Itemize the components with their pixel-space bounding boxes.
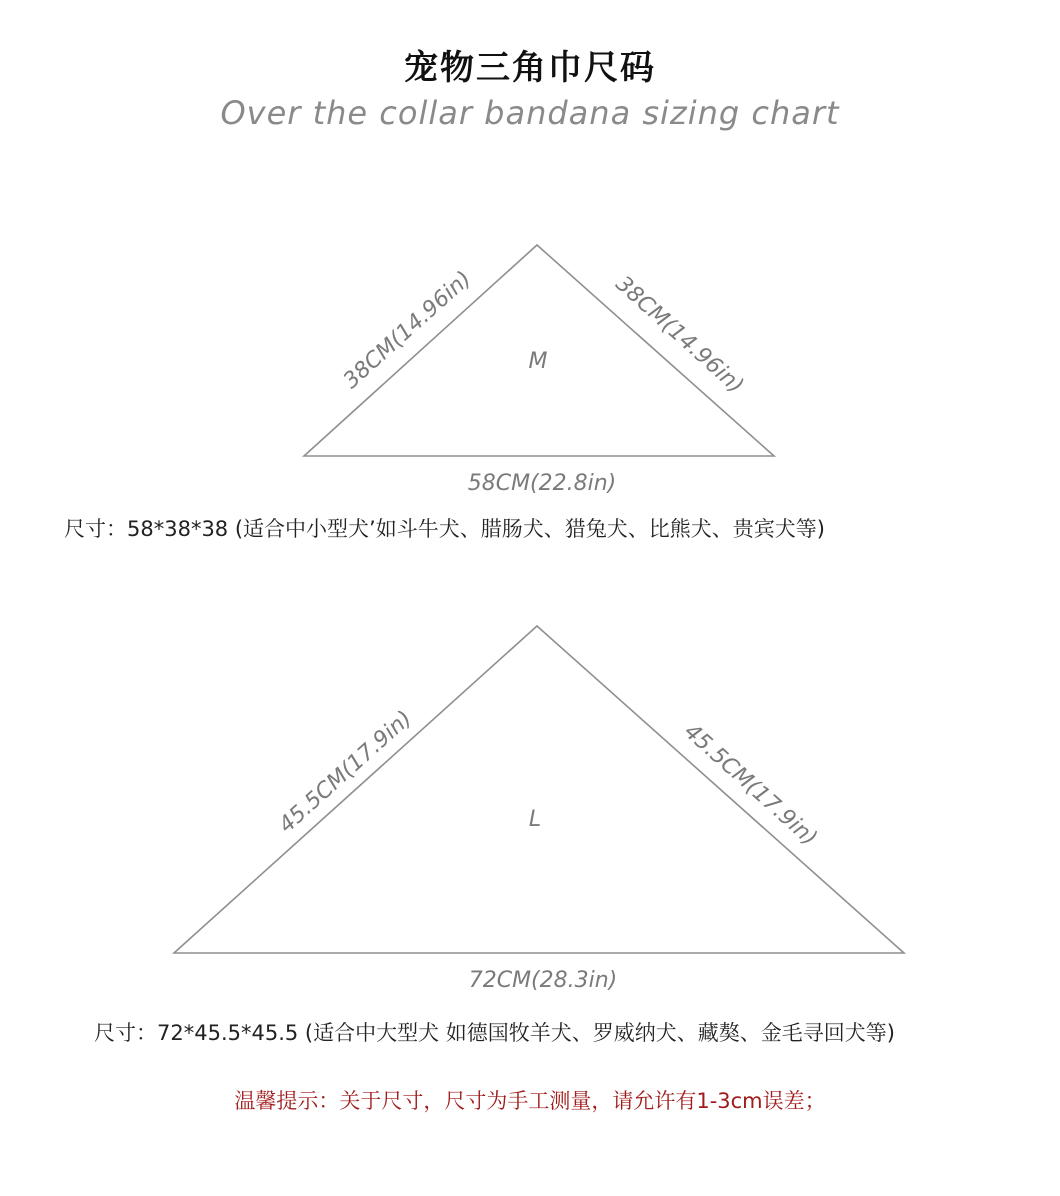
triangle-m-left-label: 38CM(14.96in) [338,266,477,394]
tolerance-note: 温馨提示：关于尺寸，尺寸为手工测量，请允许有1-3cm误差； [234,1089,826,1113]
triangle-l-outline [174,626,904,953]
page-subtitle: Over the collar bandana sizing chart [220,94,840,132]
size-m-description: 尺寸：58*38*38 (适合中小型犬’如斗牛犬、腊肠犬、猎兔犬、比熊犬、贵宾犬等) [64,517,825,541]
triangle-m-right-label: 38CM(14.96in) [610,271,749,399]
triangle-m-base-label: 58CM(22.8in) [467,471,617,496]
triangle-m [304,245,774,496]
triangle-m-letter: M [528,349,548,374]
triangle-l [174,626,904,993]
page-title: 宠物三角巾尺码 [404,48,656,88]
size-l-description: 尺寸：72*45.5*45.5 (适合中大型犬 如德国牧羊犬、罗威纳犬、藏獒、金毛寻回犬等) [94,1021,895,1045]
triangle-l-right-label: 45.5CM(17.9in) [678,719,822,852]
triangle-l-base-label: 72CM(28.3in) [468,968,618,993]
triangle-l-letter: L [528,807,542,832]
triangle-l-left-label: 45.5CM(17.9in) [274,706,418,839]
